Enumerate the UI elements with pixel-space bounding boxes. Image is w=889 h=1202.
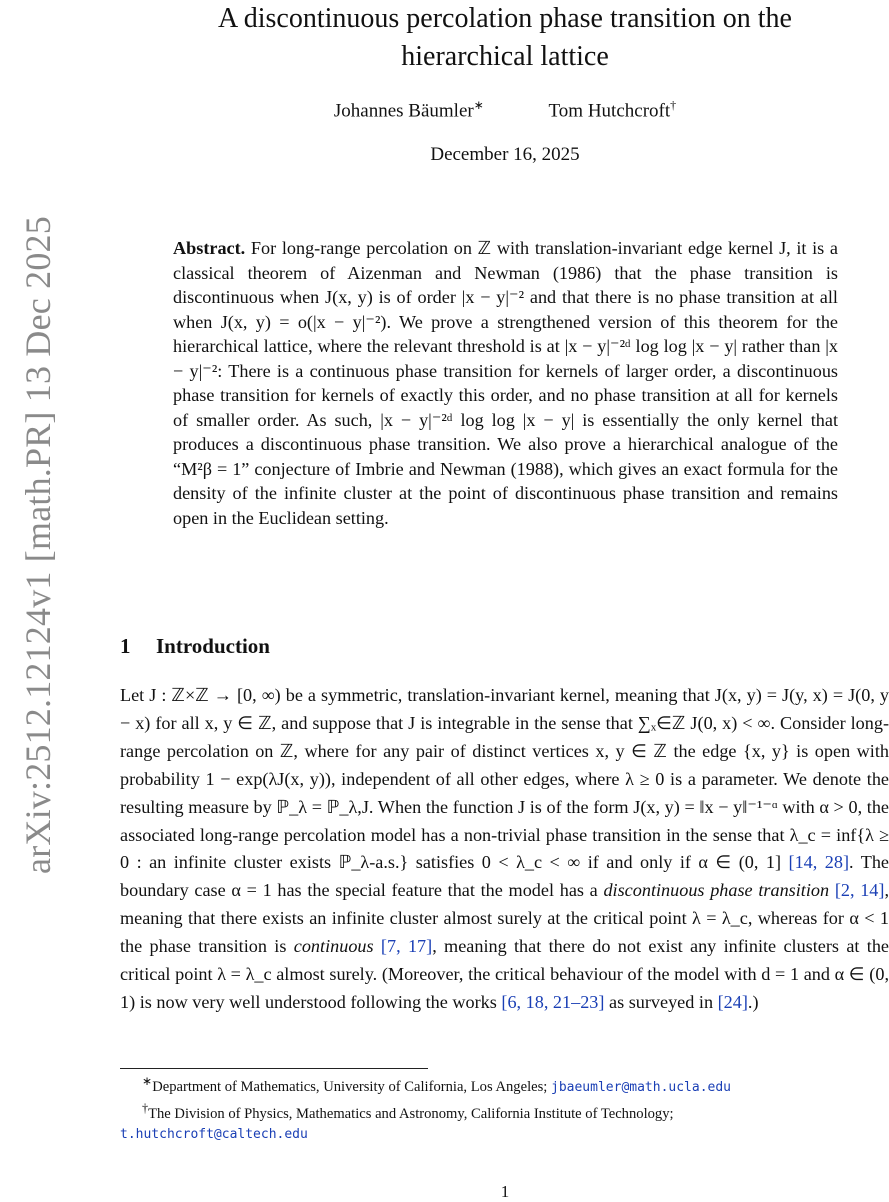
intro-text-1: Let J : ℤ×ℤ → [0, ∞) be a symmetric, translation-invariant kernel, meaning that J(x, y) = J(y, x) = J(0, y − x) for all x, y ∈ ℤ, and suppose that J is integrable in the sense that ∑ₓ∈ℤ J(0, x) < ∞. Consider long-range percolation on ℤ, where for any pair of distinct vertices x, y ∈ ℤ the edge {x, y} is open with probability 1 − exp(λJ(x, y)), independent of all other edges, where λ ≥ 0 is a parameter. We denote the resulting measure by ℙ_λ = ℙ_λ,J. When the function J is of the form J(x, y) = ‖x − y‖⁻¹⁻ᵅ with α > 0, the associated long-range percolation model has a non-trivial phase transition in the sense that λ_c = inf{λ ≥ 0 : an infinite cluster exists ℙ_λ-a.s.} satisfies 0 < λ_c < ∞ if and only if α ∈ (0, 1] bbox=[120, 685, 889, 873]
author-1-mark: ∗ bbox=[473, 98, 484, 112]
abstract-label: Abstract. bbox=[173, 238, 246, 258]
citation-link[interactable]: [6, 18, 21–23] bbox=[501, 991, 605, 1012]
title-line-2: hierarchical lattice bbox=[401, 41, 609, 72]
citation-link[interactable]: [2, 14] bbox=[834, 880, 885, 901]
author-2 bbox=[549, 98, 677, 122]
intro-emphasis-1: discontinuous phase transition bbox=[603, 880, 830, 901]
paper-date: December 16, 2025 bbox=[430, 144, 580, 165]
author-1 bbox=[334, 98, 484, 122]
author-2-name: Tom Hutchcroft bbox=[548, 100, 671, 122]
section-heading bbox=[120, 634, 270, 659]
author-1-name: Johannes Bäumler bbox=[333, 100, 474, 122]
page-number: 1 bbox=[500, 1182, 510, 1201]
footnote-1-text: Department of Mathematics, University of California, Los Angeles; bbox=[152, 1078, 551, 1095]
citation-link[interactable]: [7, 17] bbox=[380, 936, 433, 957]
intro-text-2: . The boundary case α = 1 has the special feature that the model has a bbox=[120, 852, 889, 901]
footnote-2-email-link[interactable]: t.hutchcroft@caltech.edu bbox=[120, 1126, 308, 1142]
author-list bbox=[120, 98, 889, 122]
footnote-2-mark: † bbox=[142, 1100, 149, 1115]
intro-text-5: as surveyed in bbox=[604, 991, 718, 1012]
footnote-1 bbox=[120, 1071, 889, 1098]
citation-link[interactable]: [24] bbox=[717, 991, 748, 1012]
footnote-2-text: The Division of Physics, Mathematics and Astronomy, California Institute of Technology; bbox=[148, 1105, 674, 1122]
section-number: 1 bbox=[120, 634, 131, 658]
footnote-1-email-link[interactable]: jbaeumler@math.ucla.edu bbox=[551, 1079, 732, 1095]
intro-text-4: , meaning that there do not exist any infinite clusters at the critical point λ = λ_c almost surely. (Moreover, the critical behaviour of the model with d = 1 and α ∈ (0, 1) is now very well understood following the works bbox=[120, 936, 889, 1012]
abstract-text: For long-range percolation on ℤ with translation-invariant edge kernel J, it is a classical theorem of Aizenman and Newman (1986) that the phase transition is discontinuous when J(x, y) is of order |x − y|⁻² and that there is no phase transition at all when J(x, y) = o(|x − y|⁻²). We prove a strengthened version of this theorem for the hierarchical lattice, where the relevant threshold is at |x − y|⁻²ᵈ log log |x − y| rather than |x − y|⁻²: There is a continuous phase transition for kernels of larger order, a discontinuous phase transition for kernels of exactly this order, and no phase transition at all for kernels of smaller order. As such, |x − y|⁻²ᵈ log log |x − y| is essentially the only kernel that produces a discontinuous phase transition. We also prove a hierarchical analogue of the “M²β = 1” conjecture of Imbrie and Newman (1988), which gives an exact formula for the density of the infinite cluster at the point of discontinuous phase transition and remains open in the Euclidean setting. bbox=[173, 238, 838, 528]
intro-text-6: .) bbox=[747, 991, 759, 1012]
footnote-1-mark: ∗ bbox=[142, 1074, 153, 1088]
author-2-mark: † bbox=[670, 98, 677, 112]
introduction-paragraph bbox=[120, 682, 889, 1017]
paper-title bbox=[120, 0, 889, 76]
footnotes bbox=[120, 1071, 889, 1145]
footnote-2 bbox=[120, 1098, 889, 1145]
section-title: Introduction bbox=[156, 634, 270, 658]
citation-link[interactable]: [14, 28] bbox=[788, 852, 850, 873]
intro-emphasis-2: continuous bbox=[293, 936, 374, 957]
intro-text-3: , meaning that there exists an infinite cluster almost surely at the critical point λ = λ_c, whereas for α < 1 the phase transition is bbox=[120, 880, 889, 957]
footnote-divider bbox=[120, 1068, 428, 1069]
abstract bbox=[173, 236, 838, 530]
arxiv-identifier-stamp: arXiv:2512.12124v1 [math.PR] 13 Dec 2025 bbox=[18, 216, 58, 874]
title-line-1: A discontinuous percolation phase transition on the bbox=[218, 3, 792, 34]
